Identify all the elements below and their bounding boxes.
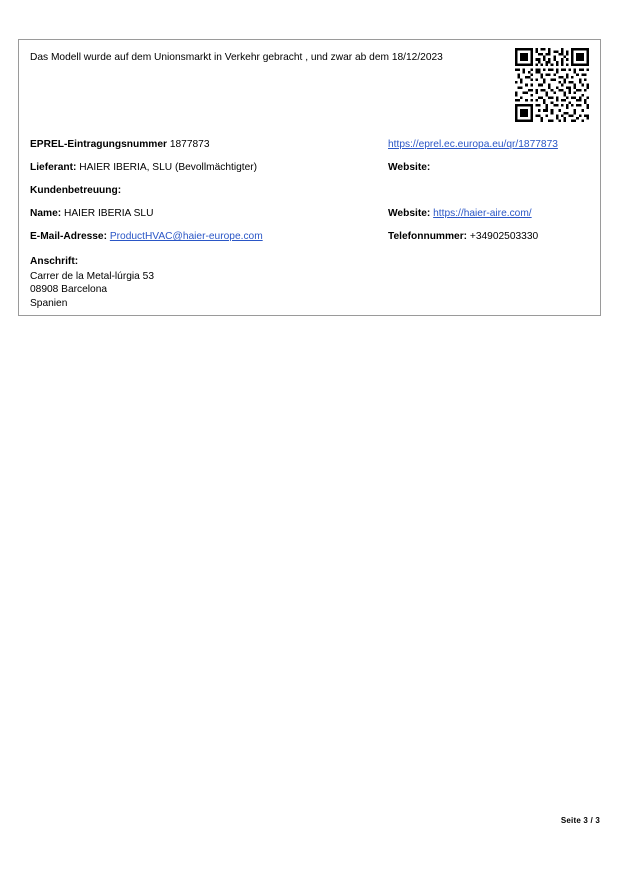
row-customer-service: [30, 184, 590, 201]
email-cell: [30, 230, 380, 244]
supplier-label: Lieferant:: [30, 162, 77, 173]
name-cell: [30, 207, 380, 221]
address-line-2: 08908 Barcelona: [30, 284, 108, 295]
customer-service-cell: [30, 184, 380, 198]
market-placement-text: Das Modell wurde auf dem Unionsmarkt in Verkehr gebracht , und zwar ab dem 18/12/2023: [30, 52, 443, 63]
supplier-cell: [30, 161, 380, 175]
eprel-link[interactable]: https://eprel.ec.europa.eu/qr/1877873: [388, 139, 558, 150]
website-cell: [388, 207, 598, 221]
address-label: Anschrift:: [30, 256, 79, 267]
address-line-3: Spanien: [30, 297, 68, 309]
eprel-value: 1877873: [169, 139, 210, 150]
supplier-value: HAIER IBERIA, SLU (Bevollmächtigter): [79, 162, 258, 173]
website-label: Website:: [388, 208, 431, 219]
supplier-website-label: Website:: [388, 162, 431, 173]
address-line-1: Carrer de la Metal-lúrgia 53: [30, 270, 155, 282]
name-value: HAIER IBERIA SLU: [63, 208, 154, 219]
phone-value: +34902503330: [469, 231, 539, 242]
supplier-website-cell: [388, 161, 598, 175]
email-label: E-Mail-Adresse:: [30, 231, 107, 242]
qr-code-icon: [515, 48, 589, 122]
page-footer: Seite 3 / 3: [560, 816, 600, 825]
name-label: Name:: [30, 208, 62, 219]
eprel-link-cell: [388, 138, 598, 152]
customer-service-label: Kundenbetreuung:: [30, 185, 122, 196]
phone-cell: [388, 230, 598, 244]
row-name: [30, 207, 590, 224]
row-eprel: [30, 138, 590, 155]
supplier-fields: [30, 138, 590, 253]
row-supplier: [30, 161, 590, 178]
address-block: [30, 255, 154, 310]
website-link[interactable]: https://haier-aire.com/: [433, 208, 532, 219]
phone-label: Telefonnummer:: [388, 231, 468, 242]
email-link[interactable]: ProductHVAC@haier-europe.com: [109, 231, 263, 242]
supplier-info-box: [18, 39, 601, 316]
row-email: [30, 230, 590, 247]
eprel-registration: [30, 138, 380, 152]
eprel-label: EPREL-Eintragungsnummer: [30, 139, 167, 150]
qr-code-svg: [515, 48, 589, 122]
